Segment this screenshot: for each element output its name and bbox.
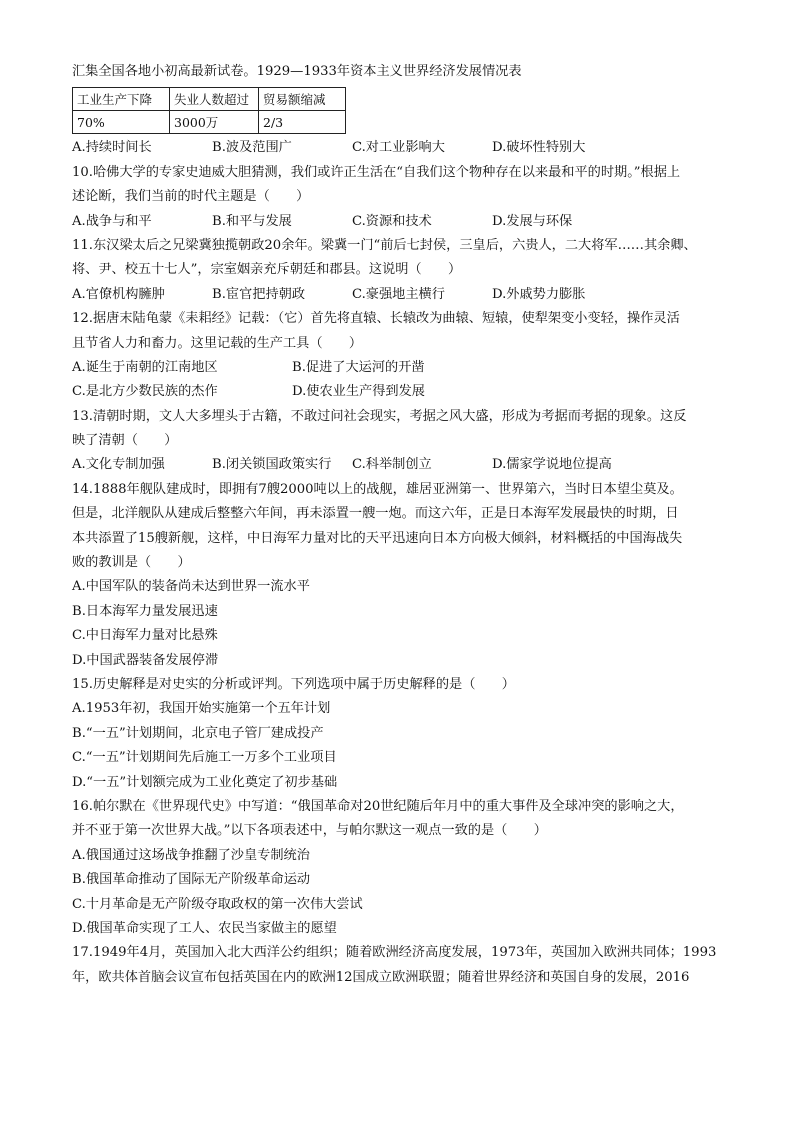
option-c[interactable]: C.是北方少数民族的杰作 bbox=[72, 384, 218, 400]
option-c[interactable]: C.中日海军力量对比悬殊 bbox=[72, 628, 218, 644]
option-c[interactable]: C.对工业影响大 bbox=[352, 140, 445, 156]
option-b[interactable]: B.和平与发展 bbox=[212, 213, 292, 229]
q16-stem-line: 16.帕尔默在《世界现代史》中写道：“俄国革命对20世纪随后年月中的重大事件及全球冲突的影响之大， bbox=[72, 798, 684, 814]
option-b[interactable]: B.波及范围广 bbox=[212, 140, 292, 156]
option-d[interactable]: D.俄国革命实现了工人、农民当家做主的愿望 bbox=[72, 920, 337, 936]
q11-options bbox=[72, 283, 732, 307]
q14-stem-line: 但是，北洋舰队从建成后整整六年间，再未添置一艘一炮。而这六年，正是日本海军发展最快的时期，日 bbox=[72, 506, 679, 522]
option-b[interactable]: B.俄国革命推动了国际无产阶级革命运动 bbox=[72, 872, 311, 888]
table-header-row bbox=[73, 88, 346, 111]
table-header-cell: 工业生产下降 bbox=[73, 88, 170, 111]
option-c[interactable]: C.“一五”计划期间先后施工一万多个工业项目 bbox=[72, 750, 337, 766]
option-c[interactable]: C.豪强地主横行 bbox=[352, 286, 445, 302]
option-d[interactable]: D.发展与环保 bbox=[492, 213, 573, 229]
q16-stem-line: 并不亚于第一次世界大战。”以下各项表述中，与帕尔默这一观点一致的是（ ） bbox=[72, 823, 547, 839]
q14-stem-line: 14.1888年舰队建成时，即拥有7艘2000吨以上的战舰，雄居亚洲第一、世界第六，当时日本望尘莫及。 bbox=[72, 481, 683, 497]
option-c[interactable]: C.十月革命是无产阶级夺取政权的第一次伟大尝试 bbox=[72, 896, 363, 912]
q10-options bbox=[72, 210, 732, 234]
q17-stem-line: 17.1949年4月，英国加入北大西洋公约组织；随着欧洲经济高度发展，1973年，英国加入欧洲共同体；1993 bbox=[72, 945, 717, 961]
table-header-cell: 失业人数超过 bbox=[170, 88, 259, 111]
q10-stem-line: 10.哈佛大学的专家史迪威大胆猜测，我们或许正生活在“自我们这个物种存在以来最和平的时期。”根据上 bbox=[72, 164, 681, 180]
option-a[interactable]: A.俄国通过这场战争推翻了沙皇专制统治 bbox=[72, 847, 310, 863]
option-b[interactable]: B.“一五”计划期间，北京电子管厂建成投产 bbox=[72, 725, 324, 741]
option-c[interactable]: C.科举制创立 bbox=[352, 457, 432, 473]
option-a[interactable]: A.诞生于南朝的江南地区 bbox=[72, 359, 218, 375]
q13-stem-line: 13.清朝时期，文人大多埋头于古籍，不敢过问社会现实，考据之风大盛，形成为考据而考据的现象。这反 bbox=[72, 408, 687, 424]
q13-options bbox=[72, 453, 732, 477]
economy-table bbox=[72, 87, 346, 134]
table-cell: 70% bbox=[73, 111, 170, 134]
table-header-cell: 贸易额缩减 bbox=[259, 88, 346, 111]
q15-stem-line: 15.历史解释是对史实的分析或评判。下列选项中属于历史解释的是（ ） bbox=[72, 676, 515, 692]
table-cell: 3000万 bbox=[170, 111, 259, 134]
option-a[interactable]: A.持续时间长 bbox=[72, 140, 152, 156]
option-a[interactable]: A.文化专制加强 bbox=[72, 457, 165, 473]
q12-stem-line: 12.据唐末陆龟蒙《耒耜经》记载：（它）首先将直辕、长辕改为曲辕、短辕，使犁架变小变轻，操作灵活 bbox=[72, 311, 680, 327]
option-a[interactable]: A.1953年初，我国开始实施第一个五年计划 bbox=[72, 701, 331, 717]
table-cell: 2/3 bbox=[259, 111, 346, 134]
q12-options-row bbox=[72, 356, 732, 380]
option-a[interactable]: A.战争与和平 bbox=[72, 213, 152, 229]
table-row bbox=[73, 111, 346, 134]
option-b[interactable]: B.宦官把持朝政 bbox=[212, 286, 306, 302]
q12-stem-line: 且节省人力和畜力。这里记载的生产工具（ ） bbox=[72, 335, 363, 351]
q14-stem-line: 败的教训是（ ） bbox=[72, 555, 191, 571]
option-d[interactable]: D.破坏性特别大 bbox=[492, 140, 586, 156]
q13-stem-line: 映了清朝（ ） bbox=[72, 433, 178, 449]
option-b[interactable]: B.促进了大运河的开凿 bbox=[292, 359, 425, 375]
q9-options bbox=[72, 136, 732, 160]
option-c[interactable]: C.资源和技术 bbox=[352, 213, 432, 229]
q12-options-row bbox=[72, 380, 732, 404]
q11-stem-line: 11.东汉梁太后之兄梁冀独揽朝政20余年。梁冀一门“前后七封侯，三皇后，六贵人，二大将军……其余卿、 bbox=[72, 237, 697, 253]
exam-content bbox=[72, 60, 732, 990]
option-d[interactable]: D.使农业生产得到发展 bbox=[292, 384, 425, 400]
option-d[interactable]: D.外戚势力膨胀 bbox=[492, 286, 586, 302]
q10-stem-line: 述论断，我们当前的时代主题是（ ） bbox=[72, 189, 310, 205]
option-a[interactable]: A.官僚机构臃肿 bbox=[72, 286, 165, 302]
option-b[interactable]: B.日本海军力量发展迅速 bbox=[72, 603, 218, 619]
intro-line: 汇集全国各地小初高最新试卷。1929—1933年资本主义世界经济发展情况表 bbox=[72, 64, 522, 79]
option-b[interactable]: B.闭关锁国政策实行 bbox=[212, 457, 332, 473]
option-d[interactable]: D.中国武器装备发展停滞 bbox=[72, 652, 219, 668]
q11-stem-line: 将、尹、校五十七人”，宗室姻亲充斥朝廷和郡县。这说明（ ） bbox=[72, 262, 462, 278]
option-d[interactable]: D.“一五”计划额完成为工业化奠定了初步基础 bbox=[72, 774, 338, 790]
q14-stem-line: 本共添置了15艘新舰，这样，中日海军力量对比的天平迅速向日本方向极大倾斜，材料概括的中国海战失 bbox=[72, 530, 683, 546]
option-a[interactable]: A.中国军队的装备尚未达到世界一流水平 bbox=[72, 579, 310, 595]
q17-stem-line: 年，欧共体首脑会议宣布包括英国在内的欧洲12国成立欧洲联盟；随着世界经济和英国自身的发展，2016 bbox=[72, 969, 690, 985]
option-d[interactable]: D.儒家学说地位提高 bbox=[492, 457, 612, 473]
